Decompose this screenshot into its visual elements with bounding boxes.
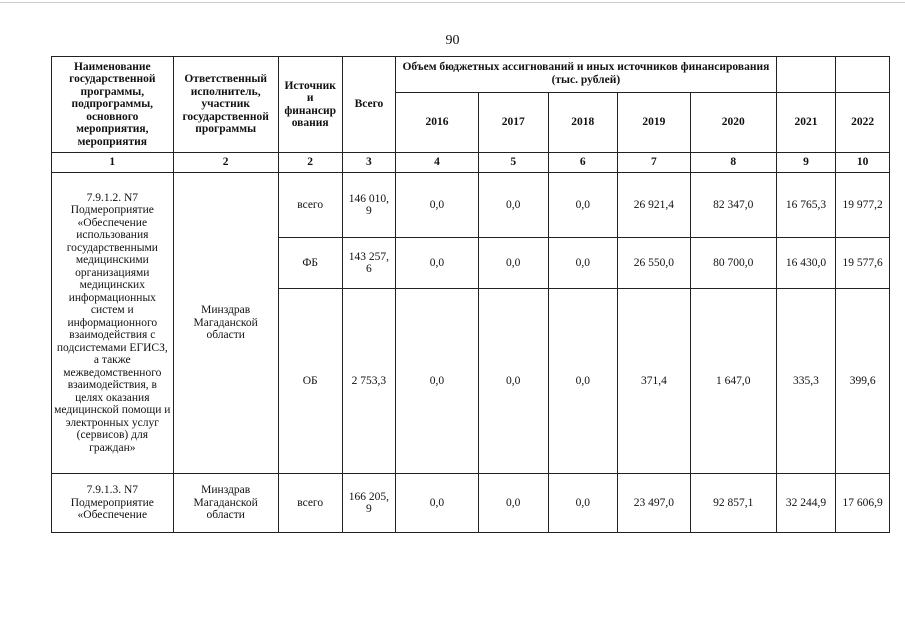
- column-number: 1: [52, 153, 174, 173]
- header-year: 2022: [836, 93, 890, 153]
- header-name: Наименование государственной программы, подпрограммы, основного мероприятия, мероприятия: [52, 57, 174, 153]
- value-cell: 0,0: [548, 238, 617, 289]
- value-cell: 82 347,0: [690, 173, 776, 238]
- value-cell: 335,3: [776, 289, 836, 474]
- executor-cell: Минздрав Магаданской области: [173, 474, 278, 533]
- table-row: [52, 173, 890, 238]
- value-cell: 92 857,1: [690, 474, 776, 533]
- column-number: 4: [396, 153, 478, 173]
- value-cell: 23 497,0: [617, 474, 690, 533]
- column-number: 7: [617, 153, 690, 173]
- measure-name: 7.9.1.3. N7 Подмероприятие «Обеспечение: [52, 474, 174, 533]
- value-cell: 0,0: [478, 474, 548, 533]
- total-cell: 166 205, 9: [342, 474, 396, 533]
- page-number: 90: [445, 33, 460, 48]
- total-cell: 143 257, 6: [342, 238, 396, 289]
- source-cell: ФБ: [278, 238, 342, 289]
- column-number: 10: [836, 153, 890, 173]
- value-cell: 0,0: [396, 173, 478, 238]
- header-year: 2017: [478, 93, 548, 153]
- column-number: 2: [173, 153, 278, 173]
- budget-table: [51, 56, 890, 533]
- value-cell: 0,0: [396, 474, 478, 533]
- header-year: 2018: [548, 93, 617, 153]
- value-cell: 0,0: [478, 173, 548, 238]
- total-cell: 146 010, 9: [342, 173, 396, 238]
- source-cell: всего: [278, 474, 342, 533]
- value-cell: 0,0: [396, 289, 478, 474]
- header-row-1: [52, 57, 890, 93]
- column-number: 8: [690, 153, 776, 173]
- value-cell: 16 430,0: [776, 238, 836, 289]
- column-number: 6: [548, 153, 617, 173]
- value-cell: 19 977,2: [836, 173, 890, 238]
- value-cell: 0,0: [548, 474, 617, 533]
- source-cell: всего: [278, 173, 342, 238]
- header-year: 2021: [776, 93, 836, 153]
- header-total: Всего: [342, 57, 396, 153]
- value-cell: 0,0: [548, 289, 617, 474]
- header-year: 2016: [396, 93, 478, 153]
- header-executor: Ответственный исполнитель, участник государственной программы: [173, 57, 278, 153]
- value-cell: 0,0: [396, 238, 478, 289]
- header-group-title: Объем бюджетных ассигнований и иных источников финансирования (тыс. рублей): [396, 57, 776, 93]
- header-year: 2019: [617, 93, 690, 153]
- measure-name: 7.9.1.2. N7 Подмероприятие «Обеспечение использования государственными медицинскими организациями медицинских информационных систем и информационного взаимодействия с подсистемами ЕГИСЗ, а также межведомственного взаимодействия, в целях оказания медицинской помощи и электронных услуг (сервисов) для граждан»: [52, 173, 174, 474]
- column-number-row: [52, 153, 890, 173]
- value-cell: 0,0: [478, 238, 548, 289]
- header-blank-10: [836, 57, 890, 93]
- value-cell: 17 606,9: [836, 474, 890, 533]
- total-cell: 2 753,3: [342, 289, 396, 474]
- value-cell: 19 577,6: [836, 238, 890, 289]
- executor-cell: Минздрав Магаданской области: [173, 173, 278, 474]
- header-blank-9: [776, 57, 836, 93]
- value-cell: 0,0: [548, 173, 617, 238]
- header-year: 2020: [690, 93, 776, 153]
- column-number: 2: [278, 153, 342, 173]
- column-number: 5: [478, 153, 548, 173]
- value-cell: 26 921,4: [617, 173, 690, 238]
- value-cell: 26 550,0: [617, 238, 690, 289]
- column-number: 9: [776, 153, 836, 173]
- value-cell: 1 647,0: [690, 289, 776, 474]
- page-top-rule: [0, 2, 905, 3]
- value-cell: 16 765,3: [776, 173, 836, 238]
- column-number: 3: [342, 153, 396, 173]
- value-cell: 399,6: [836, 289, 890, 474]
- table-row: [52, 474, 890, 533]
- header-source: Источник и финансир ования: [278, 57, 342, 153]
- value-cell: 371,4: [617, 289, 690, 474]
- value-cell: 80 700,0: [690, 238, 776, 289]
- value-cell: 32 244,9: [776, 474, 836, 533]
- value-cell: 0,0: [478, 289, 548, 474]
- source-cell: ОБ: [278, 289, 342, 474]
